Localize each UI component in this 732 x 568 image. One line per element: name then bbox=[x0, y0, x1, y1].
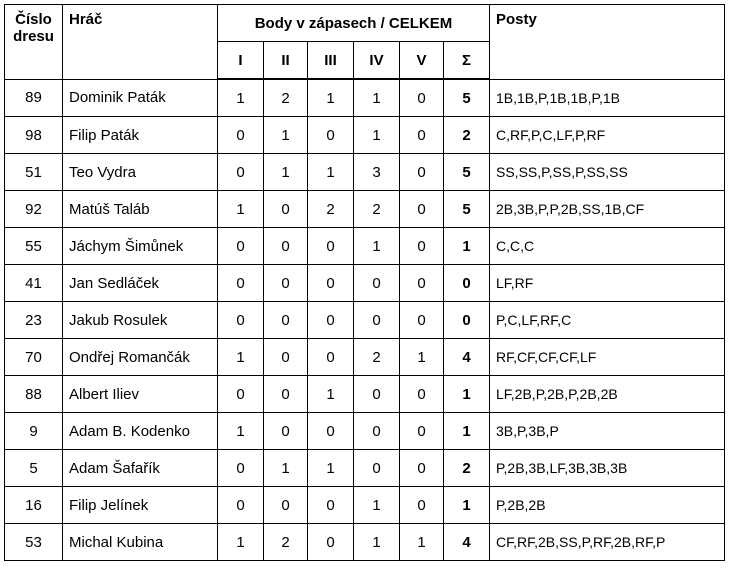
table-row bbox=[5, 376, 725, 413]
game-points-cell: 2 bbox=[264, 79, 308, 117]
positions-cell: C,RF,P,C,LF,P,RF bbox=[490, 117, 725, 154]
game-points-cell: 1 bbox=[308, 376, 354, 413]
header-jersey-number bbox=[5, 5, 63, 80]
jersey-number-cell: 9 bbox=[5, 413, 63, 450]
game-points-cell: 0 bbox=[308, 524, 354, 561]
jersey-number-cell: 23 bbox=[5, 302, 63, 339]
header-total: Σ bbox=[444, 42, 490, 80]
table-row bbox=[5, 302, 725, 339]
game-points-cell: 1 bbox=[308, 154, 354, 191]
player-name-cell: Teo Vydra bbox=[63, 154, 218, 191]
jersey-number-cell: 70 bbox=[5, 339, 63, 376]
game-points-cell: 1 bbox=[308, 450, 354, 487]
game-points-cell: 0 bbox=[218, 302, 264, 339]
game-points-cell: 0 bbox=[400, 376, 444, 413]
game-points-cell: 1 bbox=[308, 79, 354, 117]
game-points-cell: 2 bbox=[308, 191, 354, 228]
game-points-cell: 1 bbox=[218, 524, 264, 561]
game-points-cell: 2 bbox=[264, 524, 308, 561]
player-name-cell: Jan Sedláček bbox=[63, 265, 218, 302]
game-points-cell: 1 bbox=[354, 117, 400, 154]
table-row bbox=[5, 487, 725, 524]
game-points-cell: 1 bbox=[354, 524, 400, 561]
table-row bbox=[5, 450, 725, 487]
game-points-cell: 0 bbox=[400, 117, 444, 154]
game-points-cell: 0 bbox=[400, 154, 444, 191]
positions-cell: LF,2B,P,2B,P,2B,2B bbox=[490, 376, 725, 413]
table-row bbox=[5, 228, 725, 265]
header-game-4: IV bbox=[354, 42, 400, 80]
player-name-cell: Jakub Rosulek bbox=[63, 302, 218, 339]
player-name-cell: Matúš Taláb bbox=[63, 191, 218, 228]
game-points-cell: 0 bbox=[308, 339, 354, 376]
header-jersey-number-line2: dresu bbox=[13, 28, 54, 45]
game-points-cell: 0 bbox=[400, 79, 444, 117]
table-row bbox=[5, 191, 725, 228]
total-points-cell: 2 bbox=[444, 117, 490, 154]
game-points-cell: 2 bbox=[354, 191, 400, 228]
game-points-cell: 0 bbox=[308, 413, 354, 450]
game-points-cell: 0 bbox=[400, 487, 444, 524]
jersey-number-cell: 92 bbox=[5, 191, 63, 228]
total-points-cell: 4 bbox=[444, 524, 490, 561]
game-points-cell: 1 bbox=[400, 339, 444, 376]
game-points-cell: 1 bbox=[264, 450, 308, 487]
game-points-cell: 0 bbox=[218, 376, 264, 413]
game-points-cell: 0 bbox=[218, 265, 264, 302]
header-game-1: I bbox=[218, 42, 264, 80]
game-points-cell: 0 bbox=[218, 117, 264, 154]
player-name-cell: Michal Kubina bbox=[63, 524, 218, 561]
total-points-cell: 5 bbox=[444, 191, 490, 228]
total-points-cell: 1 bbox=[444, 376, 490, 413]
header-player: Hráč bbox=[63, 5, 218, 80]
player-name-cell: Adam Šafařík bbox=[63, 450, 218, 487]
game-points-cell: 1 bbox=[218, 191, 264, 228]
total-points-cell: 5 bbox=[444, 154, 490, 191]
game-points-cell: 0 bbox=[264, 302, 308, 339]
table-body bbox=[5, 79, 725, 561]
positions-cell: SS,SS,P,SS,P,SS,SS bbox=[490, 154, 725, 191]
game-points-cell: 1 bbox=[218, 413, 264, 450]
game-points-cell: 0 bbox=[264, 376, 308, 413]
game-points-cell: 1 bbox=[400, 524, 444, 561]
game-points-cell: 0 bbox=[400, 413, 444, 450]
table-row bbox=[5, 339, 725, 376]
game-points-cell: 0 bbox=[308, 487, 354, 524]
positions-cell: RF,CF,CF,CF,LF bbox=[490, 339, 725, 376]
total-points-cell: 4 bbox=[444, 339, 490, 376]
game-points-cell: 1 bbox=[264, 117, 308, 154]
positions-cell: C,C,C bbox=[490, 228, 725, 265]
game-points-cell: 0 bbox=[400, 191, 444, 228]
game-points-cell: 0 bbox=[218, 450, 264, 487]
jersey-number-cell: 55 bbox=[5, 228, 63, 265]
header-game-3: III bbox=[308, 42, 354, 80]
game-points-cell: 0 bbox=[218, 487, 264, 524]
header-jersey-number-line1: Číslo bbox=[15, 11, 52, 28]
table-row bbox=[5, 265, 725, 302]
game-points-cell: 0 bbox=[218, 154, 264, 191]
game-points-cell: 0 bbox=[400, 265, 444, 302]
total-points-cell: 0 bbox=[444, 302, 490, 339]
game-points-cell: 1 bbox=[354, 487, 400, 524]
jersey-number-cell: 89 bbox=[5, 79, 63, 117]
total-points-cell: 1 bbox=[444, 487, 490, 524]
game-points-cell: 0 bbox=[400, 302, 444, 339]
game-points-cell: 0 bbox=[354, 302, 400, 339]
game-points-cell: 0 bbox=[264, 339, 308, 376]
game-points-cell: 0 bbox=[354, 450, 400, 487]
game-points-cell: 0 bbox=[264, 228, 308, 265]
jersey-number-cell: 53 bbox=[5, 524, 63, 561]
game-points-cell: 0 bbox=[400, 450, 444, 487]
player-name-cell: Dominik Paták bbox=[63, 79, 218, 117]
jersey-number-cell: 16 bbox=[5, 487, 63, 524]
total-points-cell: 5 bbox=[444, 79, 490, 117]
game-points-cell: 0 bbox=[218, 228, 264, 265]
game-points-cell: 0 bbox=[264, 265, 308, 302]
table-row bbox=[5, 79, 725, 117]
header-positions: Posty bbox=[490, 5, 725, 80]
header-points-group: Body v zápasech / CELKEM bbox=[218, 5, 490, 42]
game-points-cell: 0 bbox=[308, 117, 354, 154]
header-game-2: II bbox=[264, 42, 308, 80]
positions-cell: 2B,3B,P,P,2B,SS,1B,CF bbox=[490, 191, 725, 228]
total-points-cell: 1 bbox=[444, 228, 490, 265]
game-points-cell: 0 bbox=[308, 302, 354, 339]
header-row-1 bbox=[5, 5, 725, 42]
header-game-5: V bbox=[400, 42, 444, 80]
positions-cell: CF,RF,2B,SS,P,RF,2B,RF,P bbox=[490, 524, 725, 561]
game-points-cell: 1 bbox=[264, 154, 308, 191]
positions-cell: P,C,LF,RF,C bbox=[490, 302, 725, 339]
game-points-cell: 0 bbox=[308, 265, 354, 302]
player-name-cell: Albert Iliev bbox=[63, 376, 218, 413]
jersey-number-cell: 98 bbox=[5, 117, 63, 154]
jersey-number-cell: 88 bbox=[5, 376, 63, 413]
player-stats-table bbox=[4, 4, 725, 561]
player-name-cell: Jáchym Šimůnek bbox=[63, 228, 218, 265]
table-row bbox=[5, 413, 725, 450]
positions-cell: P,2B,2B bbox=[490, 487, 725, 524]
positions-cell: P,2B,3B,LF,3B,3B,3B bbox=[490, 450, 725, 487]
player-name-cell: Adam B. Kodenko bbox=[63, 413, 218, 450]
game-points-cell: 0 bbox=[354, 376, 400, 413]
table-row bbox=[5, 117, 725, 154]
game-points-cell: 1 bbox=[218, 79, 264, 117]
game-points-cell: 0 bbox=[400, 228, 444, 265]
positions-cell: LF,RF bbox=[490, 265, 725, 302]
total-points-cell: 0 bbox=[444, 265, 490, 302]
positions-cell: 1B,1B,P,1B,1B,P,1B bbox=[490, 79, 725, 117]
total-points-cell: 1 bbox=[444, 413, 490, 450]
game-points-cell: 1 bbox=[354, 79, 400, 117]
positions-cell: 3B,P,3B,P bbox=[490, 413, 725, 450]
game-points-cell: 1 bbox=[218, 339, 264, 376]
game-points-cell: 0 bbox=[264, 413, 308, 450]
player-name-cell: Ondřej Romančák bbox=[63, 339, 218, 376]
game-points-cell: 2 bbox=[354, 339, 400, 376]
player-name-cell: Filip Paták bbox=[63, 117, 218, 154]
table-row bbox=[5, 524, 725, 561]
game-points-cell: 0 bbox=[354, 265, 400, 302]
game-points-cell: 0 bbox=[308, 228, 354, 265]
game-points-cell: 3 bbox=[354, 154, 400, 191]
game-points-cell: 1 bbox=[354, 228, 400, 265]
jersey-number-cell: 5 bbox=[5, 450, 63, 487]
jersey-number-cell: 41 bbox=[5, 265, 63, 302]
game-points-cell: 0 bbox=[264, 487, 308, 524]
table-row bbox=[5, 154, 725, 191]
player-name-cell: Filip Jelínek bbox=[63, 487, 218, 524]
game-points-cell: 0 bbox=[354, 413, 400, 450]
stats-table-container bbox=[4, 4, 725, 561]
game-points-cell: 0 bbox=[264, 191, 308, 228]
jersey-number-cell: 51 bbox=[5, 154, 63, 191]
total-points-cell: 2 bbox=[444, 450, 490, 487]
